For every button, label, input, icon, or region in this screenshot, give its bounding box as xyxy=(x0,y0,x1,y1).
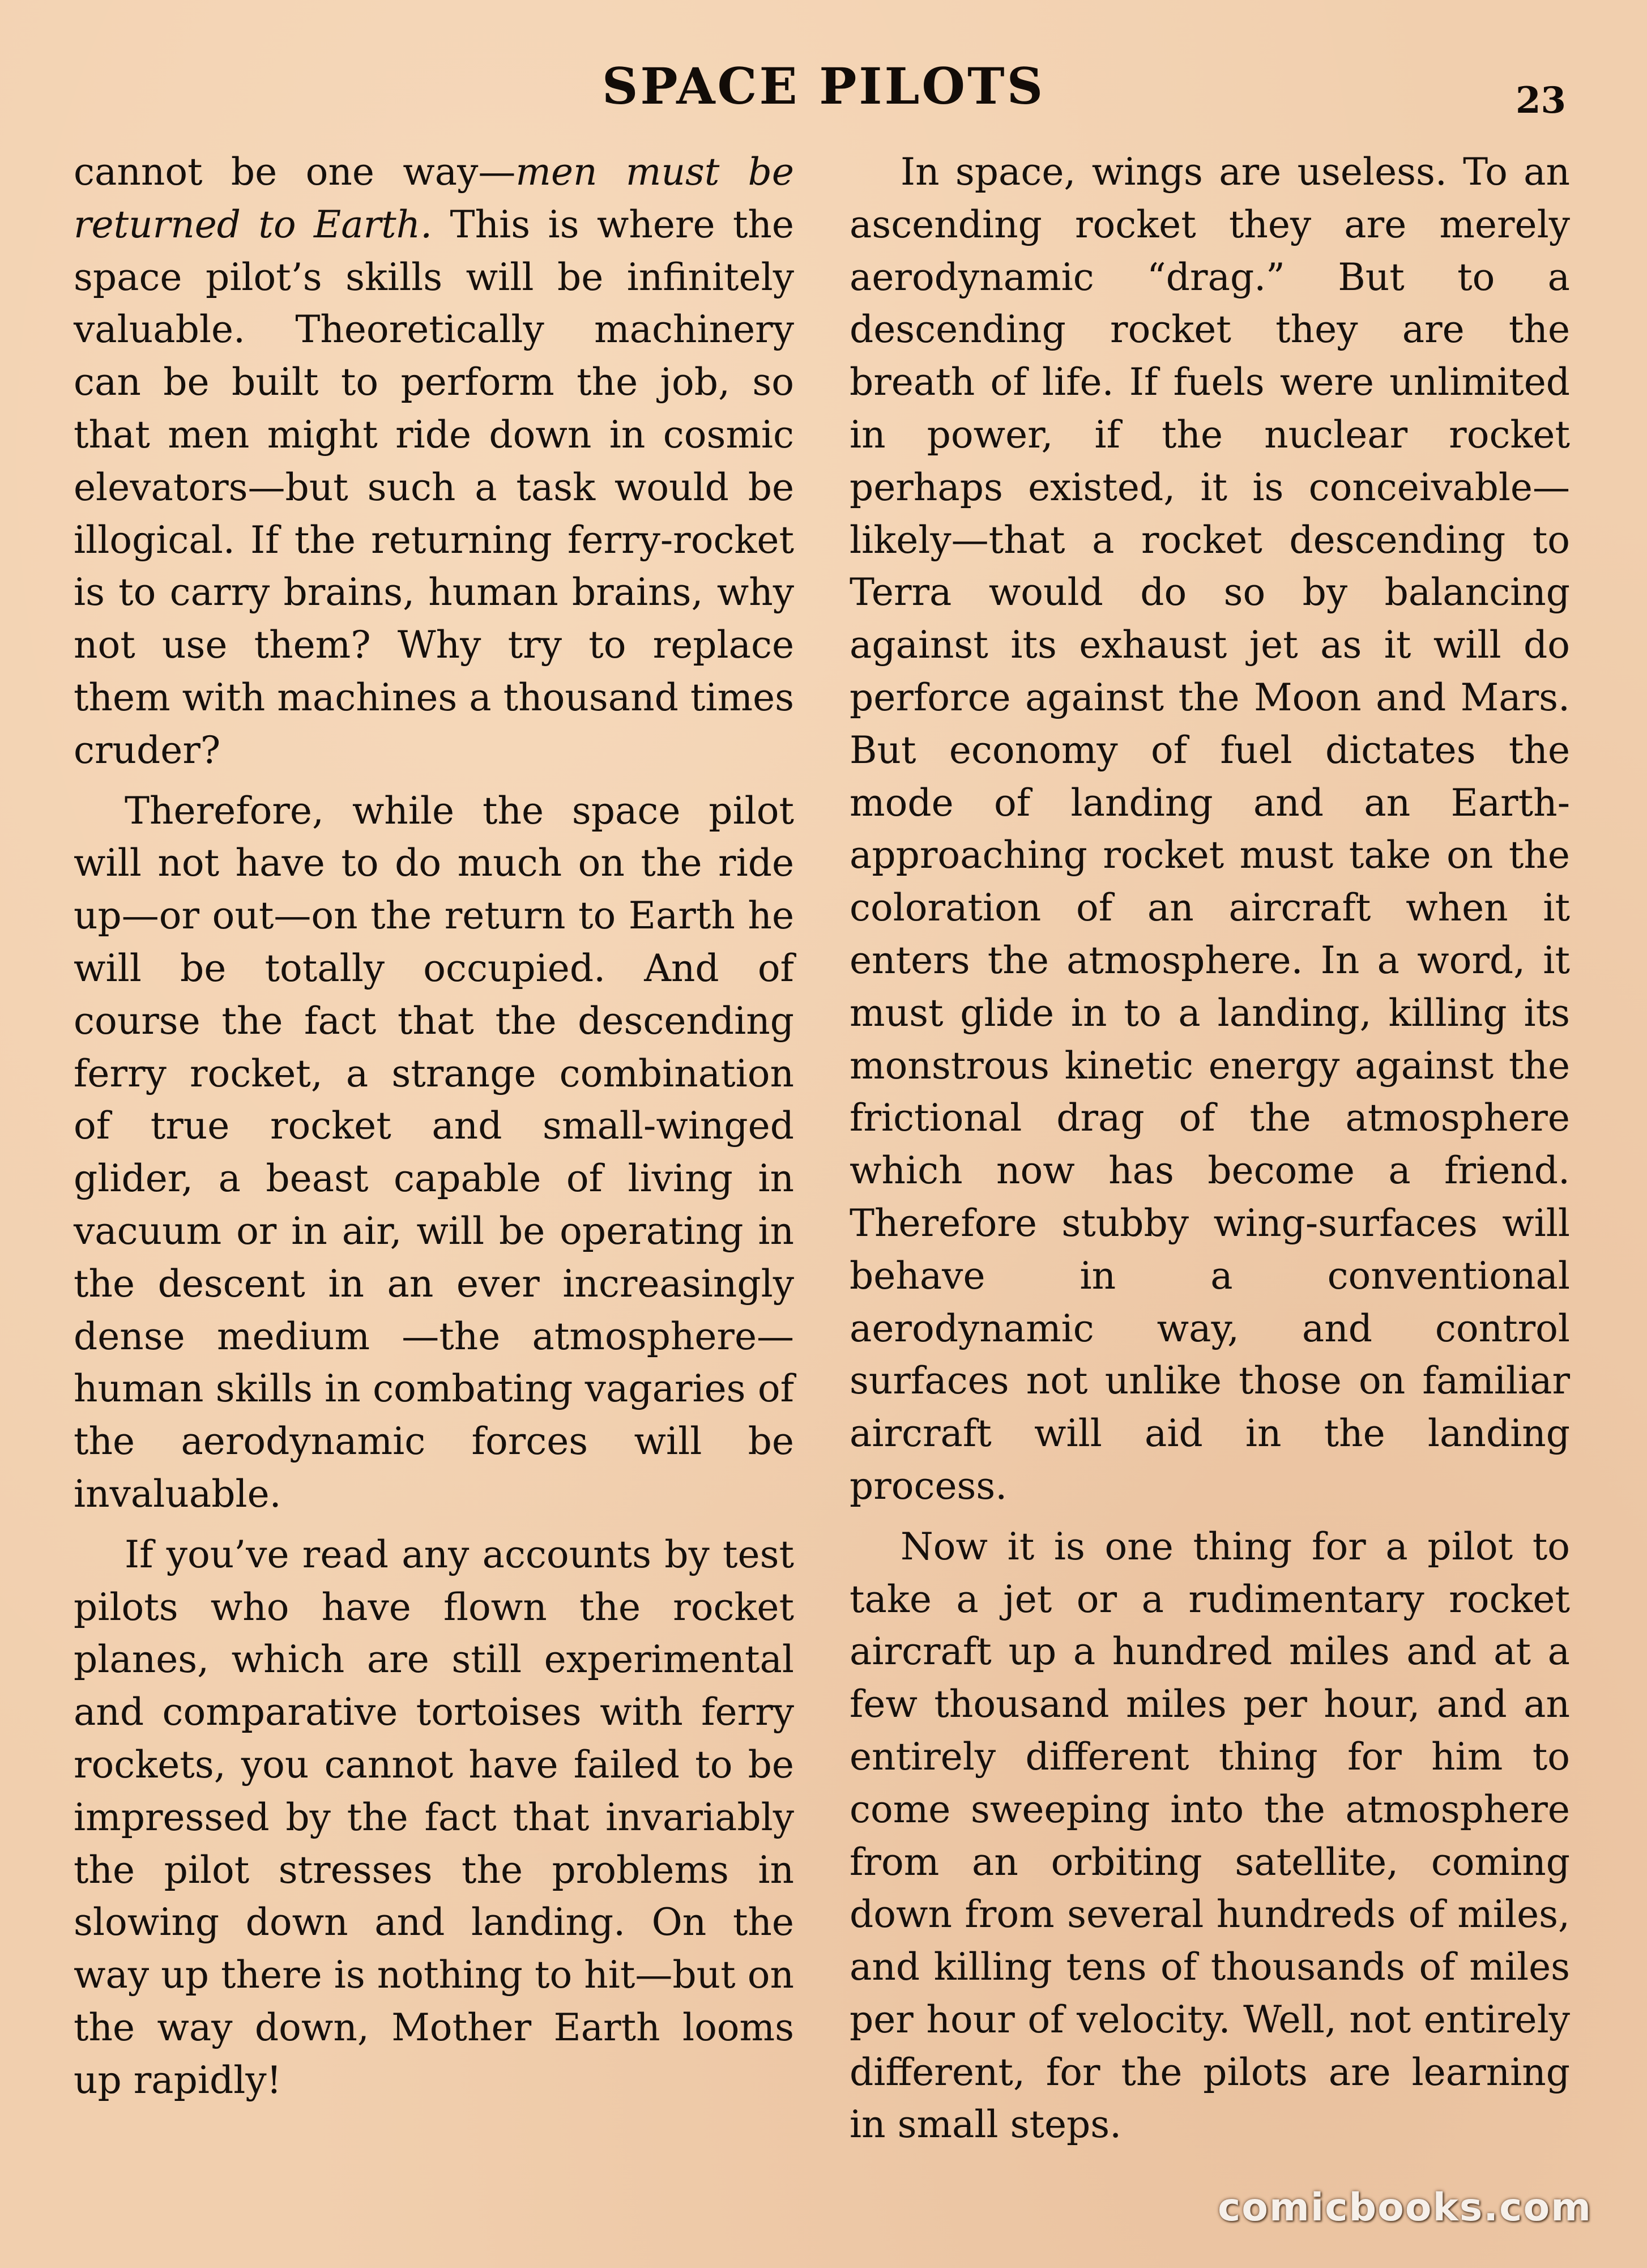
right-paragraph-2: Now it is one thing for a pilot to take a jet or a rudimentary rocket aircraft up a hundred miles and at a few thousand miles per hour, and an entirely different thing for him to come sweeping into the atmosphere from an orbiting satellite, coming down from several hundreds of miles, and killing tens of thousands of miles per hour of velocity. Well, not entirely different, for the pilots are learning in small steps. xyxy=(850,1524,1570,2147)
right-paragraph-1: In space, wings are useless. To an ascending rocket they are merely aerodynamic “drag.” But to a descending rocket they are the breath of life. If fuels were unlimited in power, if the nuclear rocket perhaps existed, it is conceivable—likely—that a rocket descending to Terra would do so by balancing against its exhaust jet as it will do perforce against the Moon and Mars. But economy of fuel dictates the mode of landing and an Earth-approaching rocket must take on the coloration of an aircraft when it enters the atmosphere. In a word, it must glide in to a landing, killing its monstrous kinetic energy against the frictional drag of the atmosphere which now has become a friend. Therefore stubby wing-surfaces will behave in a conventional aerodynamic way, and control surfaces not unlike those on familiar aircraft will aid in the landing process. xyxy=(850,150,1570,1508)
left-paragraph-1 xyxy=(74,146,794,777)
left-column xyxy=(74,146,794,2114)
running-head-title: SPACE PILOTS xyxy=(601,57,1046,116)
watermark-logo: comicbooks.com xyxy=(1218,2185,1593,2230)
left-paragraph-2: Therefore, while the space pilot will not have to do much on the ride up—or out—on the return to Earth he will be totally occupied. And of course the fact that the descending ferry rocket, a strange combination of true rocket and small-winged glider, a beast capable of living in vacuum or in air, will be operating in the descent in an ever increasingly dense medium —the atmosphere—human skills in combating vagaries of the aerodynamic forces will be invaluable. xyxy=(74,788,794,1516)
page-number: 23 xyxy=(1516,79,1567,122)
right-column xyxy=(850,146,1570,2159)
left-paragraph-1-lead: cannot be one way— xyxy=(74,150,516,194)
left-paragraph-1-rest: This is where the space pilot’s skills will be infinitely valuable. Theoretically machinery can be built to perform the job, so that men might ride down in cosmic elevators—but such a task would be illogical. If the returning ferry-rocket is to carry brains, human brains, why not use them? Why try to replace them with machines a thousand times cruder? xyxy=(74,202,794,772)
left-paragraph-1-emphasis: men must be returned to Earth. xyxy=(74,150,794,246)
left-paragraph-3: If you’ve read any accounts by test pilots who have flown the rocket planes, which are still experimental and comparative tortoises with ferry rockets, you cannot have failed to be impressed by the fact that invariably the pilot stresses the problems in slowing down and landing. On the way up there is nothing to hit—but on the way down, Mother Earth looms up rapidly! xyxy=(74,1532,794,2102)
